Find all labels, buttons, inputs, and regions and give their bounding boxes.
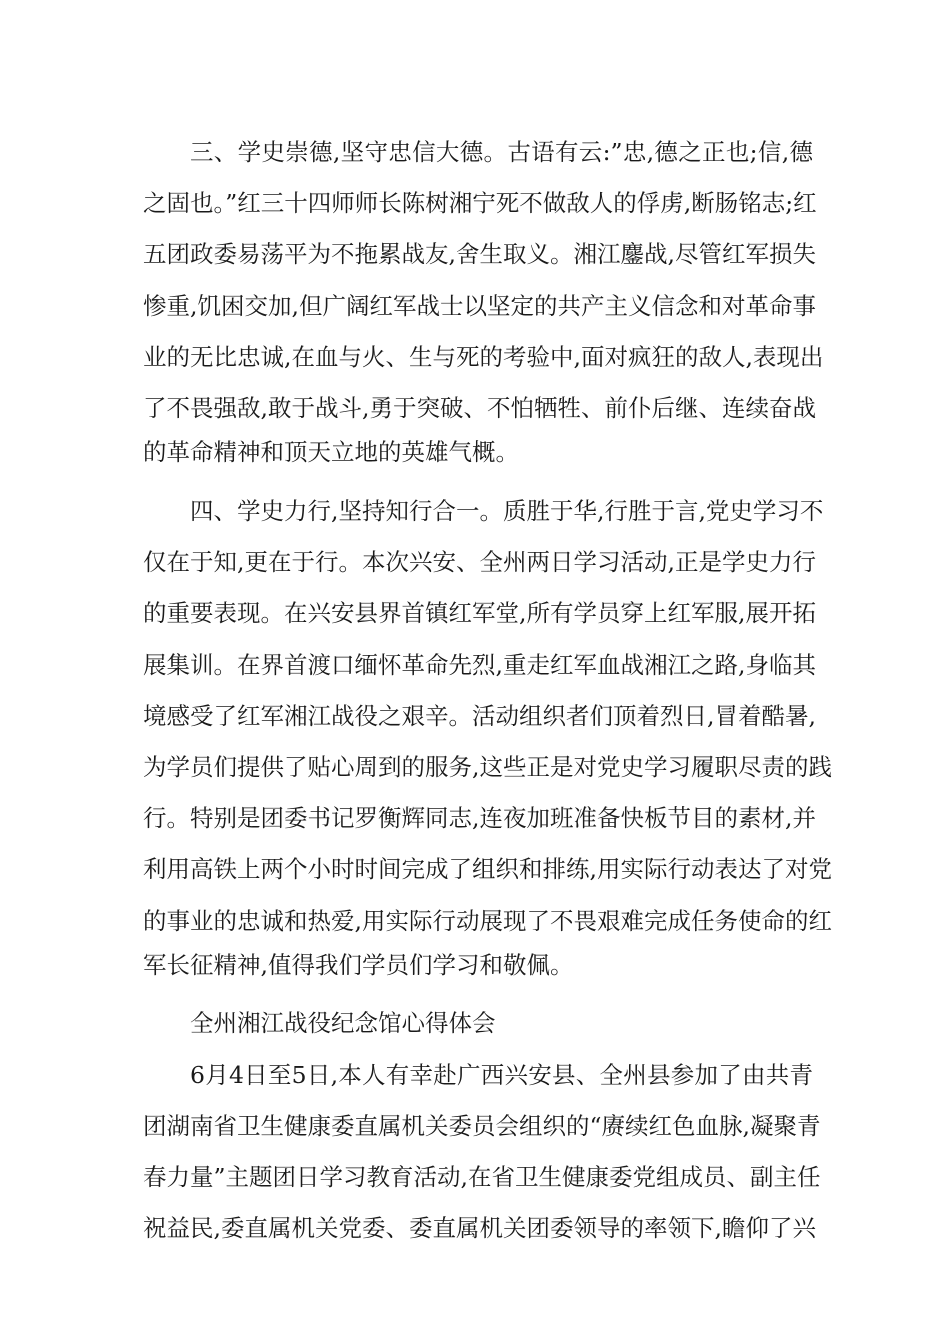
paragraph-line: 业的无比忠诚,在血与火、生与死的考验中,面对疯狂的敌人,表现出 [143,343,824,371]
paragraph-line: 为学员们提供了贴心周到的服务,这些正是对党史学习履职尽责的践 [143,753,832,781]
paragraph-line: 五团政委易荡平为不拖累战友,舍生取义。湘江鏖战,尽管红军损失 [143,240,816,268]
paragraph-line: 之固也。”红三十四师师长陈树湘宁死不做敌人的俘虏,断肠铭志;红 [143,189,817,217]
paragraph-line: 境感受了红军湘江战役之艰辛。活动组织者们顶着烈日,冒着酷暑, [143,702,816,730]
paragraph-line: 的重要表现。在兴安县界首镇红军堂,所有学员穿上红军服,展开拓 [143,599,816,627]
paragraph-line: 6月4日至5日,本人有幸赴广西兴安县、全州县参加了由共青 [190,1061,813,1089]
paragraph-line: 展集训。在界首渡口缅怀革命先烈,重走红军血战湘江之路,身临其 [143,651,816,679]
paragraph-line: 了不畏强敌,敢于战斗,勇于突破、不怕牺牲、前仆后继、连续奋战 [143,394,816,422]
paragraph-line: 的革命精神和顶天立地的英雄气概。 [143,438,519,466]
paragraph-line: 行。特别是团委书记罗衡辉同志,连夜加班准备快板节目的素材,并 [143,804,816,832]
paragraph-line: 军长征精神,值得我们学员们学习和敬佩。 [143,951,574,979]
paragraph-line: 三、学史崇德,坚守忠信大德。古语有云:”忠,德之正也;信,德 [190,138,813,166]
paragraph-line: 的事业的忠诚和热爱,用实际行动展现了不畏艰难完成任务使命的红 [143,907,832,935]
paragraph-line: 祝益民,委直属机关党委、委直属机关团委领导的率领下,瞻仰了兴 [143,1214,816,1242]
paragraph-line: 团湖南省卫生健康委直属机关委员会组织的“赓续红色血脉,凝聚青 [143,1112,821,1140]
section-heading: 全州湘江战役纪念馆心得体会 [190,1009,496,1037]
paragraph-line: 利用高铁上两个小时时间完成了组织和排练,用实际行动表达了对党 [143,855,832,883]
paragraph-line: 春力量”主题团日学习教育活动,在省卫生健康委党组成员、副主任 [143,1163,821,1191]
paragraph-line: 仅在于知,更在于行。本次兴安、全州两日学习活动,正是学史力行 [143,548,816,576]
paragraph-line: 惨重,饥困交加,但广阔红军战士以坚定的共产主义信念和对革命事 [143,292,816,320]
paragraph-line: 四、学史力行,坚持知行合一。质胜于华,行胜于言,党史学习不 [190,497,824,525]
